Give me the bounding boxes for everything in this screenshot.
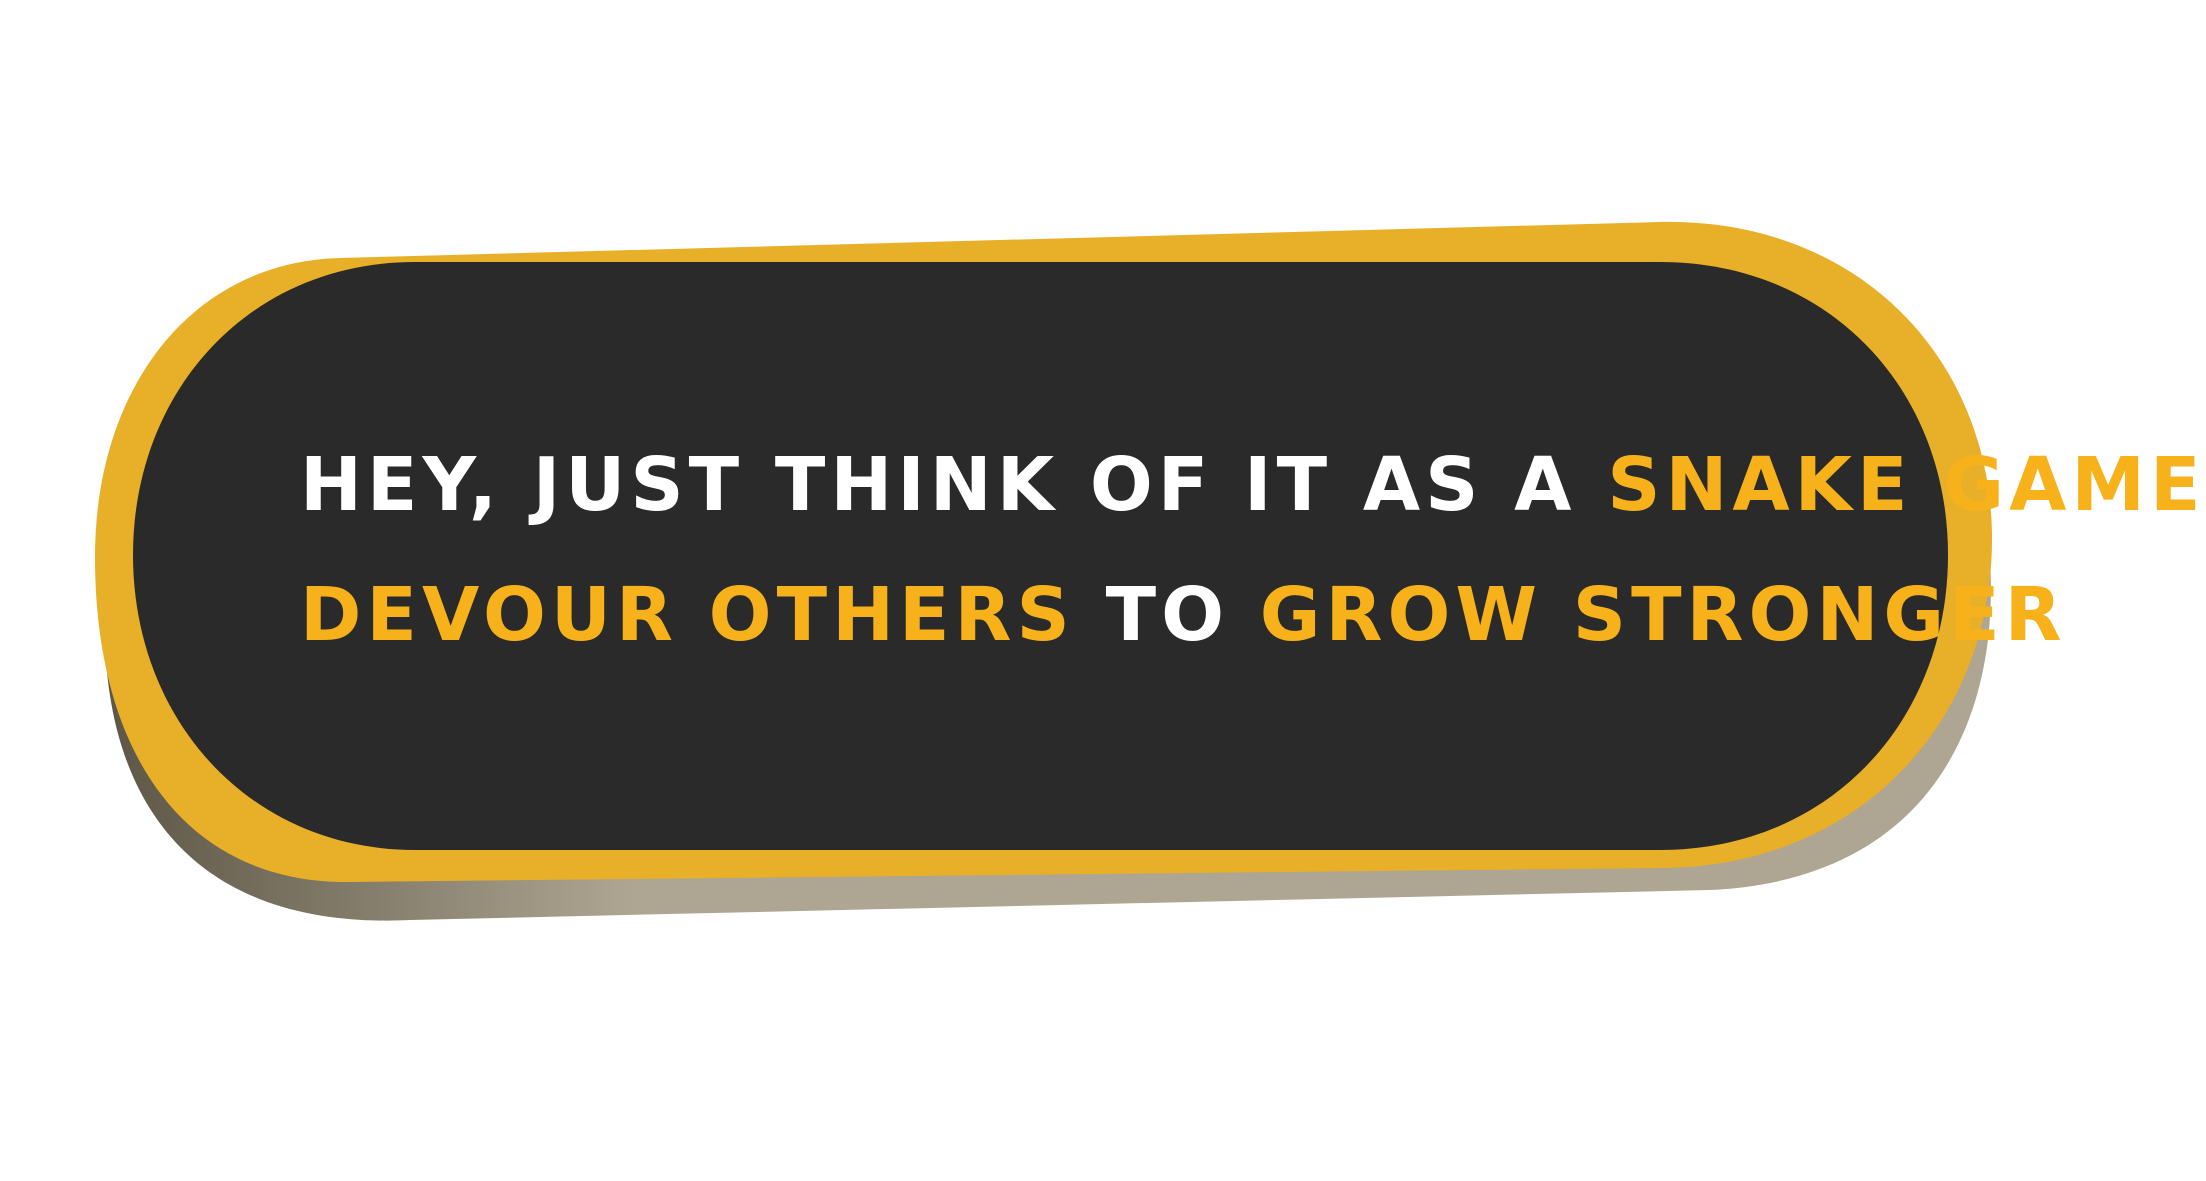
dialogue-line-2: [300, 550, 2067, 680]
line1-white-text: HEY, JUST THINK OF IT AS A: [300, 442, 1608, 528]
line1-highlight-snake-game: SNAKE GAME: [1607, 442, 2206, 528]
banner-dialogue-text: [300, 420, 2206, 680]
line2-highlight-grow-stronger: GROW STRONGER: [1259, 572, 2067, 658]
line2-white-text: TO: [1074, 572, 1260, 658]
line2-highlight-devour-others: DEVOUR OTHERS: [300, 572, 1075, 658]
dialogue-line-1: [300, 420, 2206, 550]
